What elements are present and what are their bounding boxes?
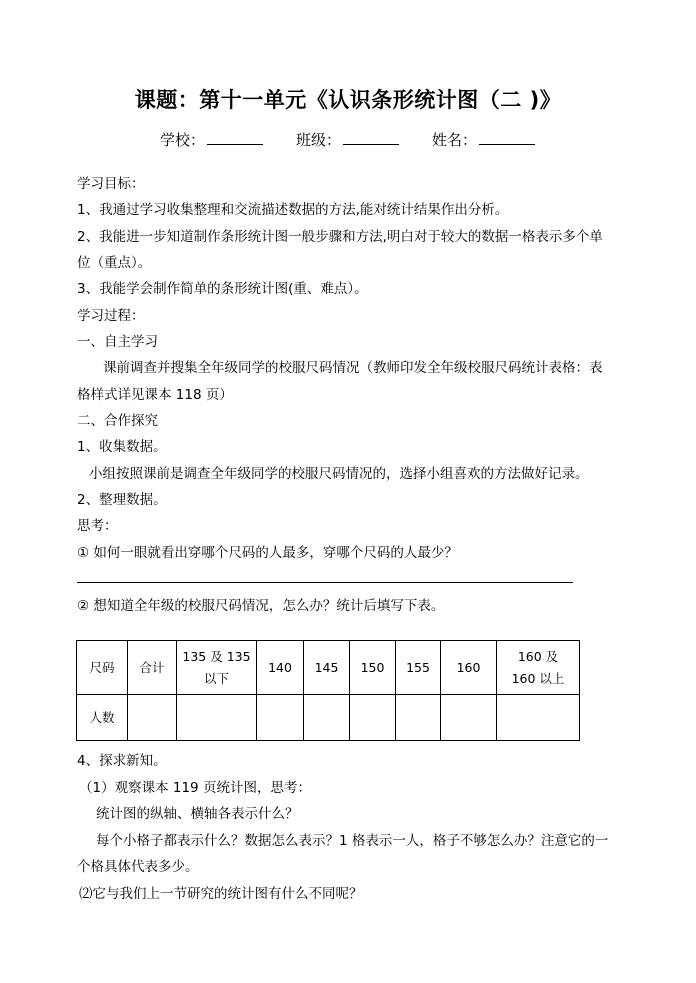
section-1-heading: 一、自主学习 <box>77 334 158 350</box>
cell-145[interactable] <box>304 695 350 741</box>
name-blank[interactable] <box>479 130 535 145</box>
goals-heading: 学习目标： <box>77 176 145 192</box>
step-4-item-1-question-b-cont: 个格具体代表多少。 <box>77 859 199 875</box>
question-2: ② 想知道全年级的校服尺码情况，怎么办？统计后填写下表。 <box>77 598 445 614</box>
school-label: 学校： <box>160 131 206 149</box>
uniform-size-table <box>76 640 580 741</box>
class-field <box>296 129 399 150</box>
goal-2-line-1: 2、我能进一步知道制作条形统计图一般步骤和方法,明白对于较大的数据一格表示多个单 <box>77 229 603 245</box>
header-135-line-1: 135 及 135 <box>182 648 251 664</box>
question-1: ① 如何一眼就看出穿哪个尺码的人最多，穿哪个尺码的人最少？ <box>77 545 458 561</box>
step-4-heading: 4、探求新知。 <box>77 753 167 769</box>
cell-150[interactable] <box>350 695 396 741</box>
section-1-paragraph-line-2: 格样式详见课本 118 页） <box>77 387 233 403</box>
class-blank[interactable] <box>343 130 399 145</box>
header-160-line-2: 160 以上 <box>511 670 565 686</box>
cell-135-and-below[interactable] <box>177 695 257 741</box>
header-160-line-1: 160 及 <box>517 648 559 664</box>
section-2-heading: 二、合作探究 <box>77 413 158 429</box>
goal-3: 3、我能学会制作简单的条形统计图(重、难点）。 <box>77 281 368 297</box>
answer-line[interactable] <box>77 582 573 583</box>
school-blank[interactable] <box>207 130 263 145</box>
name-field <box>432 129 535 150</box>
step-2-heading: 2、整理数据。 <box>77 492 167 508</box>
school-field <box>160 129 263 150</box>
header-150: 150 <box>350 641 396 695</box>
header-total: 合计 <box>128 641 177 695</box>
cell-155[interactable] <box>396 695 441 741</box>
cell-160[interactable] <box>441 695 497 741</box>
header-size: 尺码 <box>77 641 128 695</box>
cell-160-and-above[interactable] <box>497 695 580 741</box>
step-1-paragraph: 小组按照课前是调查全年级同学的校服尺码情况的，选择小组喜欢的方法做好记录。 <box>89 466 589 482</box>
step-4-item-2: ⑵它与我们上一节研究的统计图有什么不同呢？ <box>79 886 363 902</box>
header-160-and-above <box>497 641 580 695</box>
table-header-row <box>77 641 580 695</box>
class-label: 班级： <box>296 131 342 149</box>
goal-2-line-2: 位（重点）。 <box>77 255 152 271</box>
section-1-paragraph-line-1: 课前调查并搜集全年级同学的校服尺码情况（教师印发全年级校服尺码统计表格：表 <box>103 360 603 376</box>
step-4-item-1-question-a: 统计图的纵轴、横轴各表示什么？ <box>96 806 299 822</box>
header-160: 160 <box>441 641 497 695</box>
header-140: 140 <box>257 641 304 695</box>
row-label-count: 人数 <box>77 695 128 741</box>
cell-total[interactable] <box>128 695 177 741</box>
header-135-and-below <box>177 641 257 695</box>
step-1-heading: 1、收集数据。 <box>77 439 167 455</box>
cell-140[interactable] <box>257 695 304 741</box>
name-label: 姓名： <box>432 131 478 149</box>
think-heading: 思考： <box>77 518 118 534</box>
page-title: 课题：第十一单元《认识条形统计图（二 )》 <box>134 88 562 112</box>
step-4-item-1: （1）观察课本 119 页统计图，思考： <box>79 780 311 796</box>
header-135-line-2: 以下 <box>203 670 229 686</box>
step-4-item-1-question-b: 每个小格子都表示什么？数据怎么表示？1 格表示一人，格子不够怎么办？注意它的一 <box>96 833 609 849</box>
header-155: 155 <box>396 641 441 695</box>
table-row <box>77 695 580 741</box>
process-heading: 学习过程： <box>77 308 145 324</box>
goal-1: 1、我通过学习收集整理和交流描述数据的方法,能对统计结果作出分析。 <box>77 202 509 218</box>
header-145: 145 <box>304 641 350 695</box>
